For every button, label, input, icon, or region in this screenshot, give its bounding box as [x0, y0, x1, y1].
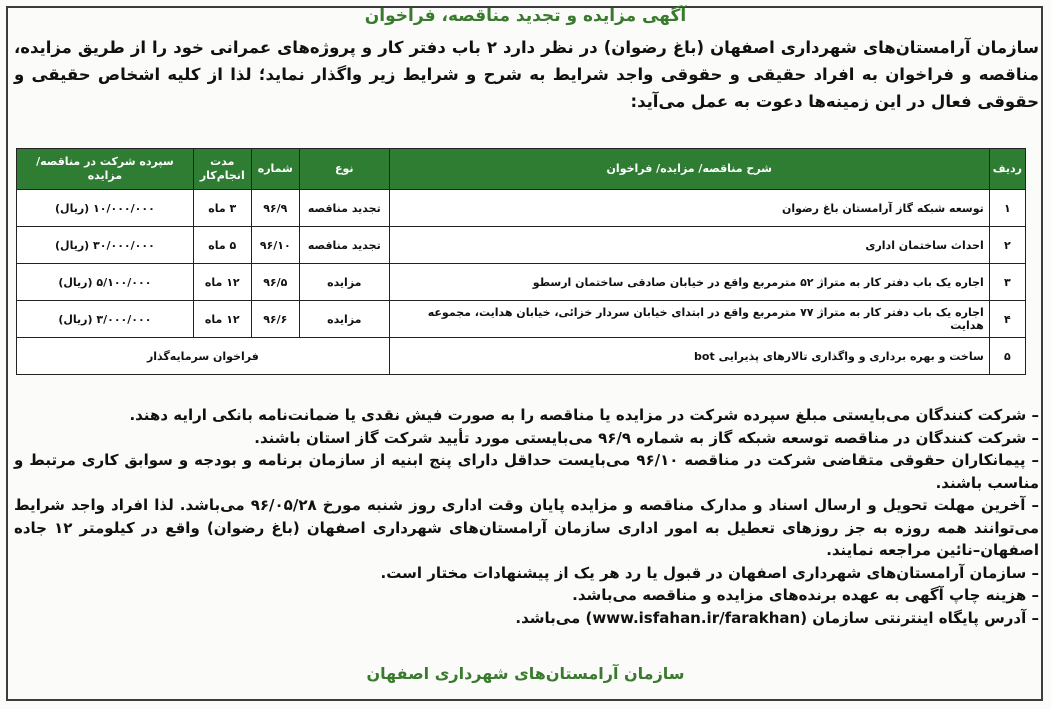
row-description: اجاره یک باب دفتر کار به متراژ ۵۲ مترمربع واقع در خیابان صادقی ساختمان ارسطو: [389, 264, 989, 301]
row-type: مزایده: [299, 264, 389, 301]
table-row: [17, 338, 1026, 375]
website-prefix: – آدرس پایگاه اینترنتی سازمان: [812, 608, 1039, 627]
row-type: مزایده: [299, 301, 389, 338]
row-deposit: ۳۰/۰۰۰/۰۰۰ (ریال): [17, 227, 194, 264]
row-code: ۹۶/۵: [251, 264, 299, 301]
row-code: ۹۶/۶: [251, 301, 299, 338]
row-number: ۲: [989, 227, 1025, 264]
row-deposit: ۵/۱۰۰/۰۰۰ (ریال): [17, 264, 194, 301]
condition-item: – آخرین مهلت تحویل و ارسال اسناد و مدارک مناقصه و مزایده پایان وقت اداری روز شنبه مورخ ۹۶/۰۵/۲۸ می‌باشد. لذا افراد واجد شرایط می‌توانند همه روزه به جز روزهای تعطیل به امور اداری سازمان آرامستان‌های شهرداری اصفهان (باغ رضوان) واقع در کیلومتر ۱۲ جاده اصفهان–نائین مراجعه نمایند.: [14, 496, 1039, 559]
condition-item: – پیمانکاران حقوقی متقاضی شرکت در مناقصه ۹۶/۱۰ می‌بایست حداقل دارای پنج ابنیه از سازمان برنامه و بودجه و سوابق کاری مرتبط و مناسب باشند.: [14, 451, 1040, 492]
condition-item: – شرکت کنندگان می‌بایستی مبلغ سپرده شرکت در مزایده یا مناقصه را به صورت فیش نقدی یا ضمانت‌نامه بانکی ارایه دهند.: [129, 406, 1039, 424]
row-number: ۳: [989, 264, 1025, 301]
row-number: ۱: [989, 190, 1025, 227]
row-description: ساخت و بهره برداری و واگذاری تالارهای پذیرایی bot: [389, 338, 989, 375]
intro-paragraph: [14, 34, 1039, 115]
table-row: [17, 301, 1026, 338]
row-code: ۹۶/۹: [251, 190, 299, 227]
table-row: [17, 264, 1026, 301]
table-row: [17, 227, 1026, 264]
row-description: اجاره یک باب دفتر کار به متراژ ۷۷ مترمربع واقع در ابتدای خیابان سردار خزائی، خیابان هدایت، مجموعه هدایت: [389, 301, 989, 338]
header-type: نوع: [299, 149, 389, 190]
organization-signature: سازمان آرامستان‌های شهرداری اصفهان: [366, 664, 685, 683]
header-duration: مدت انجام‌کار: [193, 149, 251, 190]
row-deposit: ۳/۰۰۰/۰۰۰ (ریال): [17, 301, 194, 338]
condition-item: – شرکت کنندگان در مناقصه توسعه شبکه گاز به شماره ۹۶/۹ می‌بایستی مورد تأیید شرکت گاز استان باشند.: [254, 428, 1039, 447]
row-number: ۴: [989, 301, 1025, 338]
table-header-row: [17, 149, 1026, 190]
condition-item: – هزینه چاپ آگهی به عهده برنده‌های مزایده و مناقصه می‌باشد.: [572, 586, 1039, 604]
tenders-table: [16, 148, 1026, 375]
row-number: ۵: [989, 338, 1025, 375]
website-suffix: می‌باشد.: [515, 608, 581, 627]
row-description: احداث ساختمان اداری: [389, 227, 989, 264]
header-deposit: سپرده شرکت در مناقصه/مزایده: [17, 149, 194, 190]
website-link[interactable]: (www.isfahan.ir/farakhan): [585, 608, 808, 627]
website-note: [14, 607, 1039, 630]
row-merged-call: فراخوان سرمایه‌گذار: [17, 338, 390, 375]
row-duration: ۳ ماه: [193, 190, 251, 227]
table-row: [17, 190, 1026, 227]
header-description: شرح مناقصه/ مزایده/ فراخوان: [389, 149, 989, 190]
row-deposit: ۱۰/۰۰۰/۰۰۰ (ریال): [17, 190, 194, 227]
notice-title: آگهی مزایده و تجدید مناقصه، فراخوان: [364, 6, 687, 26]
header-number: شماره: [251, 149, 299, 190]
row-duration: ۱۲ ماه: [193, 264, 251, 301]
row-type: تجدید مناقصه: [299, 190, 389, 227]
intro-text: سازمان آرامستان‌های شهرداری اصفهان (باغ رضوان) در نظر دارد ۲ باب دفتر کار و پروژه‌های عمرانی خود را از طریق مزایده، مناقصه و فراخوان به افراد حقیقی و حقوقی واجد شرایط به شرح و شرایط زیر واگذار نماید؛ لذا از کلیه اشخاص حقیقی و حقوقی فعال در این زمینه‌ها دعوت به عمل می‌آید:: [14, 38, 1039, 111]
row-type: تجدید مناقصه: [299, 227, 389, 264]
header-row-number: ردیف: [989, 149, 1025, 190]
conditions-list: [14, 404, 1039, 629]
row-duration: ۵ ماه: [193, 227, 251, 264]
row-duration: ۱۲ ماه: [193, 301, 251, 338]
condition-item: – سازمان آرامستان‌های شهرداری اصفهان در قبول یا رد هر یک از پیشنهادات مختار است.: [380, 563, 1039, 582]
row-description: توسعه شبکه گاز آرامستان باغ رضوان: [389, 190, 989, 227]
row-code: ۹۶/۱۰: [251, 227, 299, 264]
